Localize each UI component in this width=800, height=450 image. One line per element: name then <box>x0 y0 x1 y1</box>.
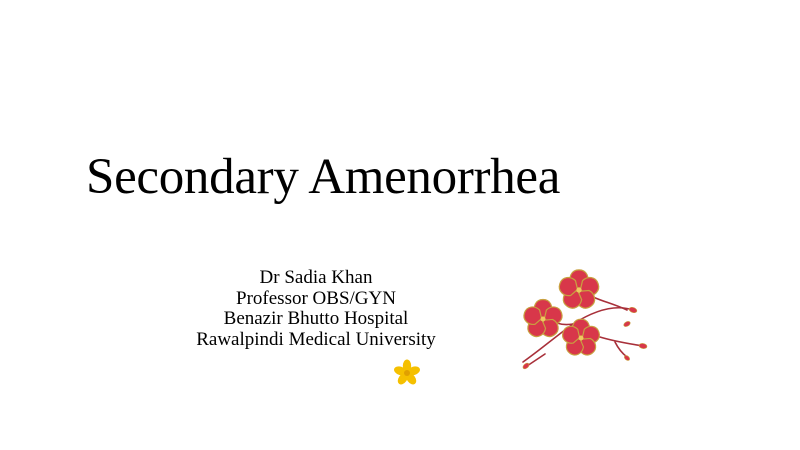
author-block <box>170 268 462 350</box>
slide-title: Secondary Amenorrhea <box>86 149 561 205</box>
cherry-blossom-branch-icon <box>515 262 655 380</box>
yellow-flower-icon <box>392 358 422 388</box>
author-university: Rawalpindi Medical University <box>196 328 436 350</box>
author-hospital: Benazir Bhutto Hospital <box>223 308 409 329</box>
author-position: Professor OBS/GYN <box>236 287 396 309</box>
author-name: Dr Sadia Khan <box>259 267 373 288</box>
